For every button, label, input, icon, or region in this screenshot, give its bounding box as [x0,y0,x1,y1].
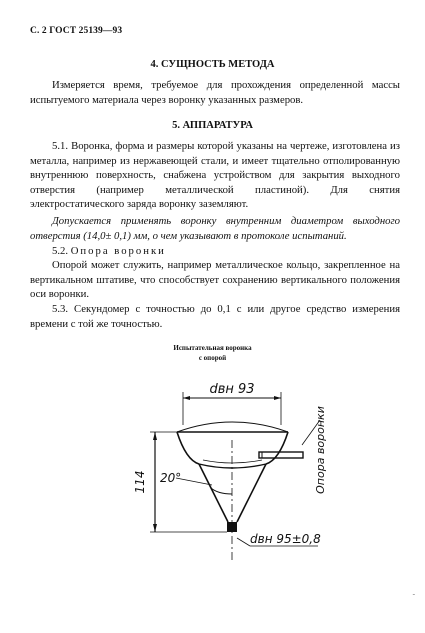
page-header: С. 2 ГОСТ 25139—93 [30,26,123,36]
funnel-rim-back [177,422,288,432]
paragraph-5-2-text: Опорой может служить, например металлическое кольцо, закрепленное на вертикальном штативе, что способствует сохранению вертикального положения оси воронки. [30,259,400,301]
label-top-diameter: dвн 93 [209,382,255,397]
funnel-bowl-left [177,432,199,464]
support-bar [259,452,303,458]
section-5-title: 5. АППАРАТУРА [172,120,253,131]
height-arrow-top [153,432,157,440]
section-4-text: Измеряется время, требуемое для прохождения определенной массы испытуемого материала через воронку указанных размеров. [30,79,400,106]
top-dimension-arrow-left [183,396,190,400]
figure-caption-line-1: Испытательная воронка [173,344,252,352]
label-height: 114 [133,470,147,494]
section-4-title: 4. СУЩНОСТЬ МЕТОДА [150,59,275,70]
paragraph-5-2-number: 5.2. [52,245,69,257]
funnel-bowl-bottom [199,464,266,468]
figure-caption-line-2: с опорой [198,354,227,362]
label-bottom-diameter: dвн 95±0,8 [250,532,321,546]
top-dimension-arrow-right [274,396,281,400]
label-angle: 20° [160,471,182,485]
funnel-bowl-right [266,432,288,464]
paragraph-5-1: 5.1. Воронка, форма и размеры которой указаны на чертеже, изготовлена из металла, например из нержавеющей стали, и имеет тщательно отполированную внутреннюю поверхность, снабжена устройством для закрытия выходного отверстия (например металлической пластиной). Для снятия электростатического заряда воронку заземляют. [30,140,400,211]
height-arrow-bottom [153,524,157,532]
label-support: Опора воронки [314,406,327,494]
funnel-ring-inner [203,460,262,463]
scan-mark: ˇ [412,593,415,601]
paragraph-5-1-note: Допускается применять воронку внутренним диаметром выходного отверстия (14,0± 0,1) мм, о чем указывают в протоколе испытаний. [30,215,400,242]
paragraph-5-3: 5.3. Секундомер с точностью до 0,1 с или другое средство измерения времени с той же точностью. [30,303,400,330]
bottom-dimension-leader [237,538,250,546]
paragraph-5-2-title: Опора воронки [70,245,166,257]
funnel-cone-right [237,464,266,522]
